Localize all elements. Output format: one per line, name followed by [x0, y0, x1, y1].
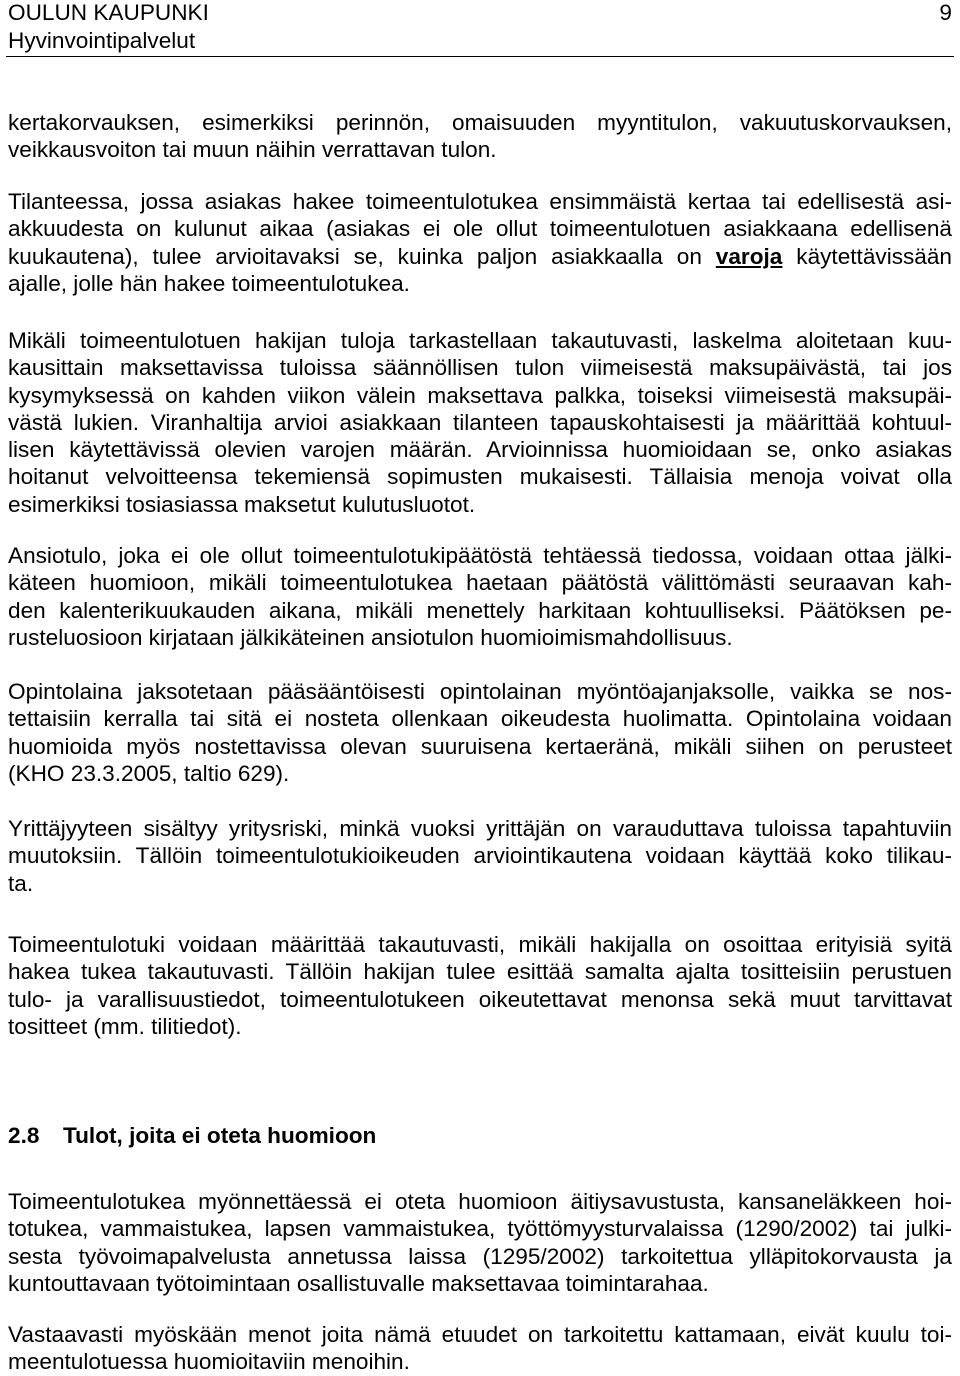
page-header	[8, 0, 952, 55]
text-line: ta.	[8, 870, 34, 896]
text-line: esimerkiksi tosiasiassa maksetut kulutusluotot.	[8, 491, 476, 517]
text-line: rusteluosioon kirjataan jälkikäteinen ansiotulon huomioimismahdollisuus.	[8, 624, 733, 650]
text-line: käteen huomioon, mikäli toimeentulotukea haetaan päätöstä välittömästi seuraavan kah-	[8, 570, 952, 596]
organization-name: OULUN KAUPUNKI	[8, 0, 209, 25]
department-name: Hyvinvointipalvelut	[8, 28, 196, 53]
paragraph	[8, 678, 952, 787]
text-line: veikkausvoiton tai muun näihin verrattavan tulon.	[8, 137, 497, 163]
emphasized-word: varoja	[715, 243, 783, 269]
text-line: Toimeentulotuki voidaan määrittää takautuvasti, mikäli hakijalla on osoittaa erityisiä syitä	[8, 932, 952, 957]
text-line: Opintolaina jaksotetaan pääsääntöisesti opintolainan myöntöajanjaksolle, vaikka se nos-	[8, 679, 952, 704]
paragraph	[8, 1321, 952, 1376]
text-line: tettaisiin kerralla tai sitä ei nosteta ollenkaan oikeudesta huolimatta. Opintolaina voidaan	[8, 706, 952, 732]
text-line: kysymyksessä on kahden viikon välein maksettava palkka, toiseksi viimeisestä maksupäi-	[8, 382, 952, 408]
section-heading	[8, 1122, 952, 1149]
paragraph	[8, 542, 952, 651]
text-line: Mikäli toimeentulotuen hakijan tuloja tarkastellaan takautuvasti, laskelma aloitetaan kuu-	[8, 328, 952, 353]
text-line: Vastaavasti myöskään menot joita nämä etuudet on tarkoitettu kattamaan, eivät kuulu toi-	[8, 1322, 952, 1347]
text-line: totukea, vammaistukea, lapsen vammaistukea, työttömyysturvalaissa (1290/2002) tai julki-	[8, 1216, 952, 1242]
text-line: hoitanut velvoitteensa tekemiensä sopimusten mukaisesti. Tällaisia menoja voivat olla	[8, 464, 952, 490]
paragraph	[8, 1188, 952, 1297]
text-line: tulo- ja varallisuustiedot, toimeentulotukeen oikeutettavat menonsa sekä muut tarvittavat	[8, 986, 952, 1012]
text-line: den kalenterikuukauden aikana, mikäli menettely harkitaan kohtuulliseksi. Päätöksen pe-	[8, 597, 952, 623]
text-line: lisen käytettävissä olevien varojen määrän. Arvioinnissa huomioidaan se, onko asiakas	[8, 437, 952, 463]
text-line: sesta työvoimapalvelusta annetussa laissa (1295/2002) tarkoitettua ylläpitokorvausta ja	[8, 1243, 952, 1269]
text-line: Ansiotulo, joka ei ole ollut toimeentulotukipäätöstä tehtäessä tiedossa, voidaan ottaa jälki-	[8, 543, 952, 568]
text-line: muutoksiin. Tällöin toimeentulotukioikeuden arviointikautena voidaan käyttää koko tilikau-	[8, 843, 952, 869]
page-number: 9	[939, 0, 952, 25]
text-line: meentulotuessa huomioitaviin menoihin.	[8, 1349, 410, 1375]
text-line: kertakorvauksen, esimerkiksi perinnön, omaisuuden myyntitulon, vakuutuskorvauksen,	[8, 110, 952, 135]
text-line: kausittain maksettavissa tuloissa säännöllisen tulon viimeisestä maksupäivästä, tai jos	[8, 355, 952, 381]
paragraph	[8, 327, 952, 518]
text-segment: kuukautena), tulee arvioitavaksi se, kuinka paljon asiakkaalla on	[8, 243, 716, 269]
text-segment: käytettävissään	[782, 243, 953, 269]
paragraph	[8, 815, 952, 897]
text-line: kuntouttavaan työtoimintaan osallistuvalle maksettavaa toimintarahaa.	[8, 1270, 709, 1296]
text-line: ajalle, jolle hän hakee toimeentulotukea.	[8, 270, 410, 296]
paragraph	[8, 188, 952, 297]
text-line: västä lukien. Viranhaltija arvioi asiakkaan tilanteen tapauskohtaisesti ja määrittää kohtuul-	[8, 409, 952, 435]
text-line: hakea tukea takautuvasti. Tällöin hakijan tulee esittää samalta ajalta tositteisiin perustuen	[8, 959, 952, 985]
paragraph	[8, 109, 952, 164]
section-title: Tulot, joita ei oteta huomioon	[63, 1123, 377, 1148]
text-line: tositteet (mm. tilitiedot).	[8, 1013, 242, 1039]
text-line: huomioida myös nostettavissa olevan suuruisena kertaeränä, mikäli siihen on perusteet	[8, 733, 952, 759]
text-line	[8, 243, 952, 270]
paragraph	[8, 931, 952, 1040]
section-number: 2.8	[8, 1123, 40, 1148]
header-rule	[6, 56, 954, 57]
text-line: Tilanteessa, jossa asiakas hakee toimeentulotukea ensimmäistä kertaa tai edellisestä asi-	[8, 189, 952, 214]
text-line: akkuudesta on kulunut aikaa (asiakas ei ole ollut toimeentulotuen asiakkaana edellisenä	[8, 216, 952, 242]
text-line: Yrittäjyyteen sisältyy yritysriski, minkä vuoksi yrittäjän on varauduttava tuloissa tapahtuviin	[8, 816, 952, 841]
text-line: (KHO 23.3.2005, taltio 629).	[8, 760, 290, 786]
text-line: Toimeentulotukea myönnettäessä ei oteta huomioon äitiysavustusta, kansaneläkkeen hoi-	[8, 1189, 952, 1214]
